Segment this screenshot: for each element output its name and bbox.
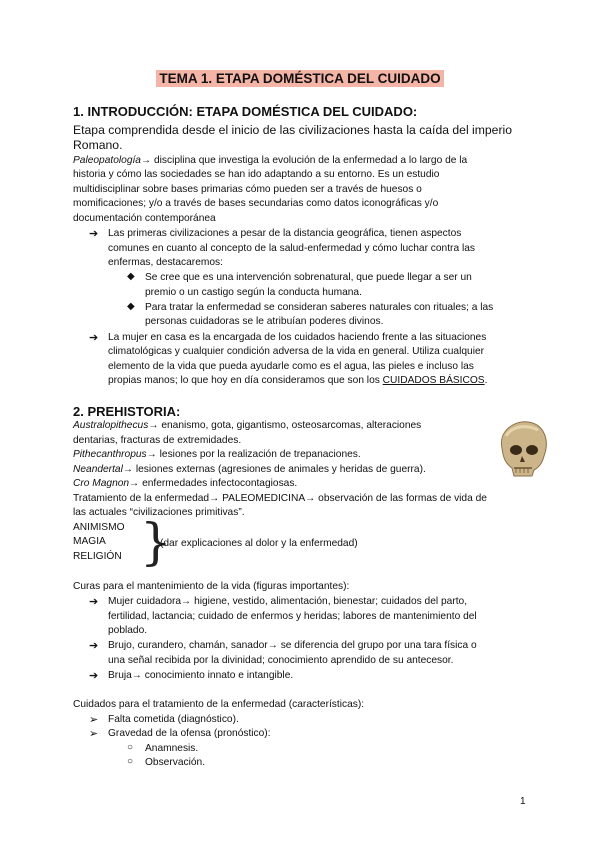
nean-term: Neandertal→ (73, 464, 134, 475)
arrow-bullet-icon: ➔ (89, 332, 99, 344)
observacion-line: Observación. (145, 757, 206, 768)
diamond-bullet-icon: ◆ (127, 271, 135, 282)
page-title: TEMA 1. ETAPA DOMÉSTICA DEL CUIDADO (156, 70, 443, 87)
curas1-line-2: fertilidad, lactancia; cuidado de enfermos y heridas; labores de mantenimiento del (108, 611, 477, 622)
bullet1-line-3: enfermas, destacaremos: (108, 257, 223, 268)
pithe-term: Pithecanthropus→ (73, 449, 157, 460)
cro-line (73, 477, 297, 492)
section1-heading: 1. INTRODUCCIÓN: ETAPA DOMÉSTICA DEL CUIDADO: (73, 104, 418, 119)
list-magia: MAGIA (73, 536, 106, 547)
curas1-line-3: poblado. (108, 625, 148, 636)
prono-line: Gravedad de la ofensa (pronóstico): (108, 728, 271, 739)
anamnesis-line: Anamnesis. (145, 743, 199, 754)
paleo-line-3: multidisciplinar sobre bases primarias cómo pueden ser a través de huesos o (73, 184, 422, 195)
page-number: 1 (520, 796, 526, 807)
pithe-text: lesiones por la realización de trepanaciones. (156, 449, 361, 460)
arrow-bullet-icon: ➔ (89, 596, 99, 608)
list-religion: RELIGIÓN (73, 551, 122, 562)
austra-text-1: enanismo, gota, gigantismo, osteosarcomas, alteraciones (158, 420, 422, 431)
bullet2-text-4b: . (484, 375, 488, 386)
chevron-bullet-icon: ➢ (89, 714, 99, 726)
austra-term: Australopithecus→ (73, 420, 159, 431)
section2-heading: 2. PREHISTORIA: (73, 404, 181, 419)
circle-bullet-icon: ○ (127, 742, 134, 753)
nean-line (73, 463, 426, 478)
cuidados-basicos: CUIDADOS BÁSICOS (382, 375, 485, 386)
bullet1-line-2: comunes en cuanto al concepto de la salud-enfermedad y cómo luchar contra las (108, 243, 475, 254)
paleo-text-1: disciplina que investiga la evolución de la enfermedad a lo largo de la (151, 155, 468, 166)
brace-note: (dar explicaciones al dolor y la enfermedad) (160, 538, 358, 549)
right-brace-icon: } (140, 513, 172, 571)
intro-line-2: Romano. (73, 138, 123, 152)
paleo-term: Paleopatología→ (73, 155, 152, 166)
curas-heading: Curas para el mantenimiento de la vida (figuras importantes): (73, 581, 350, 592)
bullet2-line-4 (108, 374, 487, 389)
paleo-line-1 (73, 154, 467, 169)
cro-text: enfermedades infectocontagiosas. (139, 478, 298, 489)
arrow-bullet-icon: ➔ (89, 640, 99, 652)
bullet2-line-3: elemento de la vida que pueda ayudarle como es el agua, las pieles e incluso las (108, 361, 474, 372)
circle-bullet-icon: ○ (127, 756, 134, 767)
bullet2-line-2: climatológicas y cualquier condición adversa de la vida en general. Utiliza cualquier (108, 346, 485, 357)
curas3-line-1: Bruja→ conocimiento innato e intangible. (108, 670, 294, 681)
intro-line-1: Etapa comprendida desde el inicio de las civilizaciones hasta la caída del imperio (73, 123, 512, 137)
arrow-bullet-icon: ➔ (89, 228, 99, 240)
arrow-bullet-icon: ➔ (89, 670, 99, 682)
austra-line-1 (73, 419, 421, 434)
paleo-line-5: documentación contemporánea (73, 213, 216, 224)
bullet2-text-4a: propias manos; lo que hoy en día consideramos que son los (108, 375, 383, 386)
subbullet1-line-1: Se cree que es una intervención sobrenatural, que puede llegar a ser un (145, 272, 472, 283)
title-wrap (0, 70, 600, 88)
trat-line-1: Tratamiento de la enfermedad→ PALEOMEDICINA→ observación de las formas de vida de (73, 493, 487, 504)
diamond-bullet-icon: ◆ (127, 301, 135, 312)
curas2-line-1: Brujo, curandero, chamán, sanador→ se diferencia del grupo por una tara física o (108, 640, 477, 651)
curas1-line-1: Mujer cuidadora→ higiene, vestido, alimentación, bienestar; cuidados del parto, (108, 596, 468, 607)
paleo-line-4: momificaciones; y/o a través de bases secundarias como datos iconográficas y/o (73, 198, 439, 209)
bullet1-line-1: Las primeras civilizaciones a pesar de la distancia geográfica, tienen aspectos (108, 228, 462, 239)
trat-line-2: las actuales “civilizaciones primitivas”. (73, 507, 245, 518)
subbullet1-line-2: premio o un castigo según la conducta humana. (145, 287, 362, 298)
nean-text: lesiones externas (agresiones de animales y heridas de guerra). (133, 464, 426, 475)
cro-term: Cro Magnon→ (73, 478, 140, 489)
bullet2-line-1: La mujer en casa es la encargada de los cuidados haciendo frente a las situaciones (108, 332, 487, 343)
pithe-line (73, 448, 361, 463)
curas2-line-2: una señal recibida por la divinidad; conocimiento aprendido de su antecesor. (108, 655, 454, 666)
paleo-line-2: historia y cómo las sociedades se han ido adaptando a su entorno. Es un estudio (73, 169, 440, 180)
chevron-bullet-icon: ➢ (89, 728, 99, 740)
diag-line: Falta cometida (diagnóstico). (108, 714, 239, 725)
austra-line-2: dentarias, fracturas de extremidades. (73, 435, 242, 446)
skull-image (494, 418, 550, 478)
subbullet2-line-1: Para tratar la enfermedad se consideran saberes naturales con rituales; a las (145, 302, 494, 313)
cuidados-heading: Cuidados para el tratamiento de la enfermedad (características): (73, 699, 365, 710)
subbullet2-line-2: personas cuidadoras se le atribuían poderes divinos. (145, 316, 384, 327)
list-animismo: ANIMISMO (73, 522, 125, 533)
